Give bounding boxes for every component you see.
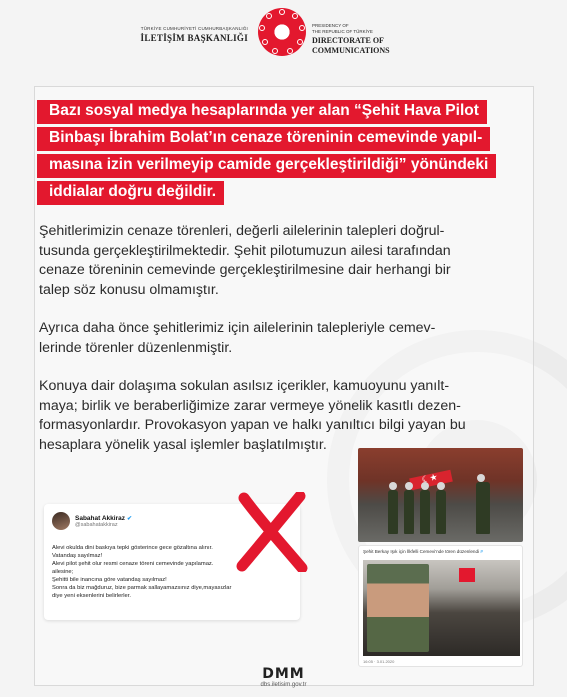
- soldier-figure: [404, 490, 414, 534]
- header-right-title-1: DIRECTORATE OF: [312, 36, 384, 45]
- header-left: [118, 26, 248, 43]
- paragraph-3: [39, 377, 527, 455]
- soldier-figure: [476, 482, 490, 534]
- headline: [37, 100, 537, 208]
- presidency-emblem-icon: [258, 8, 306, 56]
- headline-line: Binbaşı İbrahim Bolat’ın cenaze töreninin cemevinde yapıl-: [37, 127, 490, 151]
- header-right: [312, 23, 452, 55]
- text-line: cenaze töreninin cemevinde gerçekleştirilmesine dair herhangi bir: [39, 262, 451, 278]
- text-line: Ayrıca daha önce şehitlerimiz için ailelerinin talepleriyle cemev-: [39, 320, 436, 336]
- tweet-author: [75, 515, 132, 522]
- header: [0, 0, 567, 84]
- news-tweet-caption: [359, 546, 522, 558]
- headline-line: iddialar doğru değildir.: [37, 181, 224, 205]
- caption-text: Şehit Berkay Işık için İlkfelli Cemevi'nde tören düzenlendi: [363, 549, 480, 554]
- avatar: [52, 512, 70, 530]
- soldier-figure: [436, 490, 446, 534]
- header-left-small: TÜRKİYE CUMHURİYETİ CUMHURBAŞKANLIĞI: [140, 26, 248, 31]
- headline-line: masına izin verilmeyip camide gerçekleştirildiği” yönündeki: [37, 154, 496, 178]
- soldier-portrait: [367, 564, 429, 652]
- header-right-small-1: PRESIDENCY OF: [312, 23, 349, 28]
- tweet-handle: @sabahatakkiraz: [75, 521, 118, 528]
- paragraph-1: [39, 222, 527, 300]
- soldier-figure: [388, 490, 398, 534]
- news-tweet-date: 16:05 · 3.01.2020: [363, 659, 395, 664]
- caption-link[interactable]: #: [480, 549, 483, 554]
- body-text: [39, 222, 527, 474]
- text-line: maya; birlik ve beraberliğimize zarar vermeye yönelik kasıtlı dezen-: [39, 397, 461, 414]
- tweet-line: Sonra da biz mağduruz, bize parmak sallayamazsınız diye,mayasızlar: [52, 585, 232, 591]
- text-line: lerinde törenler düzenlenmiştir.: [39, 339, 233, 356]
- text-line: talep söz konusu olmamıştır.: [39, 281, 219, 298]
- footer-url: dbs.iletisim.gov.tr: [260, 682, 307, 688]
- paragraph-2: [39, 319, 527, 358]
- red-cross-mark-icon: [236, 492, 308, 572]
- tweet-line: Alevi okulda dini baskıya tepki gösterince gece gözaltına alınır.: [52, 545, 213, 551]
- verified-badge-icon: ✔: [126, 515, 133, 522]
- text-line: Şehitlerimizin cenaze törenleri, değerli ailelerinin talepleri doğrul-: [39, 223, 445, 239]
- news-tweet-card: [358, 545, 523, 667]
- tweet-author-name: Sabahat Akkiraz: [75, 514, 125, 522]
- tweet-line: Vatandaş sayılmaz!: [52, 553, 103, 559]
- news-tweet-image: [363, 560, 520, 656]
- tweet-line: Şehitti bile inancına göre vatandaş sayılmaz!: [52, 577, 167, 583]
- text-line: hesaplara yönelik yasal işlemler başlatılmıştır.: [39, 436, 327, 453]
- text-line: Konuya dair dolaşıma sokulan asılsız içerikler, kamuoyunu yanılt-: [39, 378, 450, 394]
- tweet-line: ailesine;: [52, 569, 74, 575]
- header-right-title-2: COMMUNICATIONS: [312, 46, 390, 55]
- flag-draped-coffin: [409, 470, 453, 490]
- tweet-line: diye yeni eksenlerini belirlerler.: [52, 593, 131, 599]
- tweet-line: Alevi pilot şehit olur resmi cenaze töreni cemevinde yapılamaz.: [52, 561, 214, 567]
- soldier-figure: [420, 490, 430, 534]
- text-line: tusunda gerçekleştirilmektedir. Şehit pilotumuzun ailesi tarafından: [39, 242, 451, 259]
- headline-line: Bazı sosyal medya hesaplarında yer alan “Şehit Hava Pilot: [37, 100, 487, 124]
- turkish-flag-icon: [459, 568, 475, 582]
- funeral-photo: [358, 448, 523, 542]
- header-right-small-2: THE REPUBLIC OF TÜRKİYE: [312, 29, 373, 34]
- text-line: formasyonlardır. Provokasyon yapan ve halkı yanıltıcı bilgi yayan bu: [39, 417, 466, 433]
- header-left-title: İLETİŞİM BAŞKANLIĞI: [140, 33, 248, 43]
- dmm-logo: DMM: [262, 666, 305, 682]
- footer: [0, 667, 567, 688]
